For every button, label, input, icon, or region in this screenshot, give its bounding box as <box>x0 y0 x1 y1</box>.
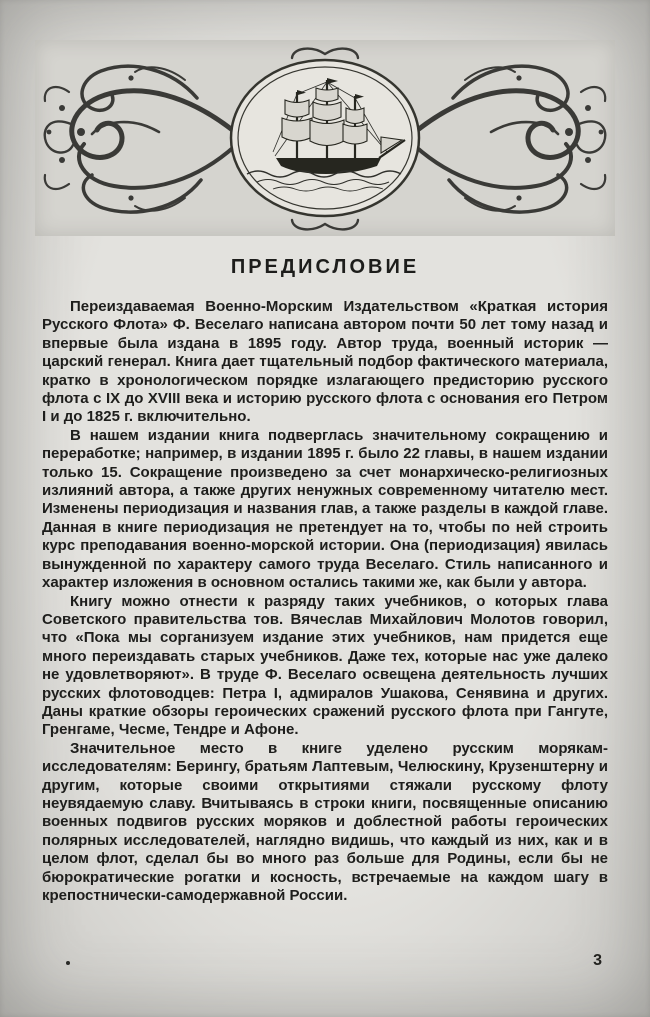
body-text <box>42 298 608 905</box>
paragraph: Переиздаваемая Военно-Морским Издательством «Краткая история Русского Флота» Ф. Веселаго написана автором почти 50 лет тому назад и впервые была издана в 1895 году. Автор труда, военный историк — царский генерал. Книга дает тщательный подбор фактического материала, кратко в хронологическом порядке излагающего предисторию русского флота с IX до XVIII века и историю русского флота с основания его Петром I и до 1825 г. включительно. <box>42 298 608 426</box>
header-ornament <box>35 40 615 236</box>
paragraph: Значительное место в книге уделено русским морякам-исследователям: Берингу, братьям Лаптевым, Челюскину, Крузенштерну и другим, которые своими открытиями стяжали русскому флоту неувядаемую славу. Вчитываясь в строки книги, посвященные описанию военных подвигов русских моряков и доблестной работы героических полярных исследователей, наглядно видишь, что каждый из них, как и в целом флот, сделал бы во много раз больше для Родины, если бы не бюрократические рогатки и косность, встречаемые на каждом шагу в крепостнически-самодержавной России. <box>42 739 608 904</box>
page-title: ПРЕДИСЛОВИЕ <box>230 256 420 278</box>
page-number: 3 <box>593 952 602 969</box>
paragraph: Книгу можно отнести к разряду таких учебников, о которых глава Советского правительства тов. Вячеслав Михайлович Молотов говорил, что «Пока мы сорганизуем издание этих учебников, нам придется еще много переиздавать старых учебников. Даже тех, которые нас уже далеко не удовлетворяют». В труде Ф. Веселаго освещена деятельность лучших русских флотоводцев: Петра I, адмиралов Ушакова, Сенявина и других. Даны краткие обзоры героических сражений русского флота при Гангуте, Гренгаме, Чесме, Тендре и Афоне. <box>42 592 608 739</box>
paragraph: В нашем издании книга подверглась значительному сокращению и переработке; например, в издании 1895 г. было 22 главы, в нашем издании только 15. Сокращение произведено за счет монархическо-религиозных излияний автора, а также других ненужных современному читателю мест. Изменены периодизация и названия глав, а также разделы в каждой главе. Данная в книге периодизация не претендует на то, чтобы по ней строить курс преподавания военно-морской истории. Она (периодизация) явилась вынужденной по характеру самого труда Веселаго. Стиль написанного и характер изложения в основном остались такими же, как были у автора. <box>42 426 608 592</box>
sailing-ship-vignette-icon <box>35 40 615 236</box>
print-artifact-dot <box>66 961 70 965</box>
